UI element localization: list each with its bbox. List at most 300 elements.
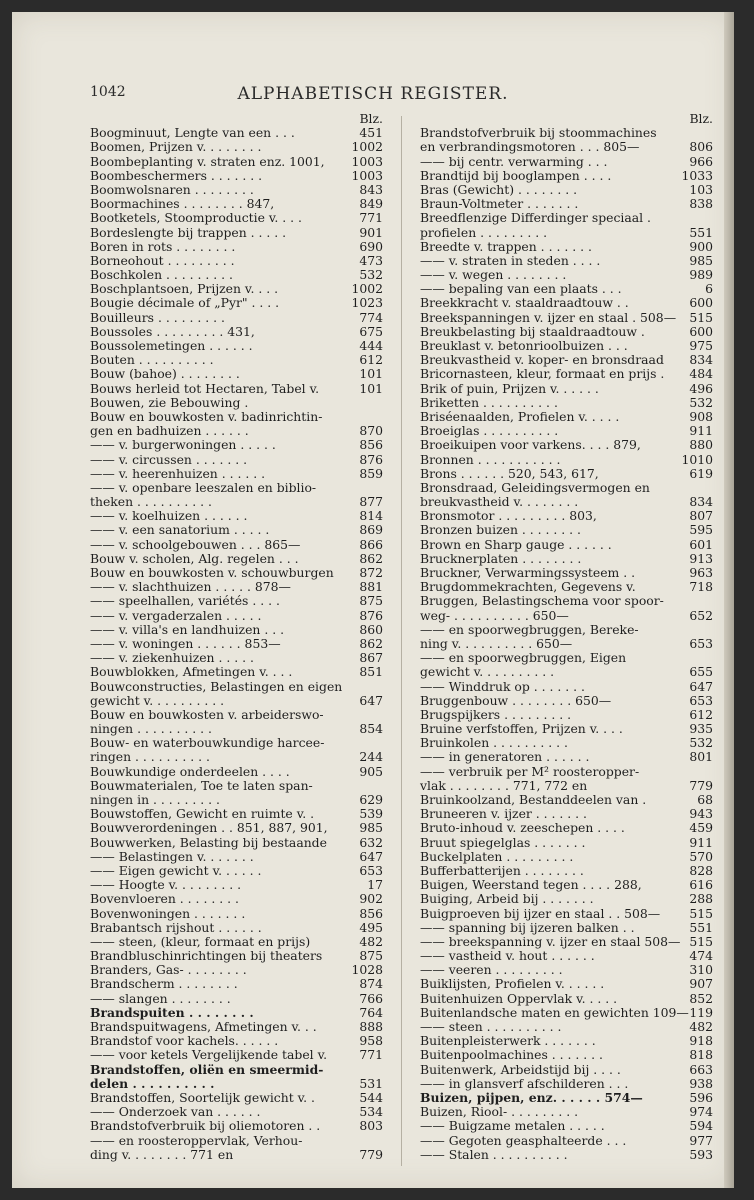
entry-text: Bouten . . . . . . . . . . [90, 352, 214, 368]
entry-text: Briséenaalden, Profielen v. . . . . [420, 408, 620, 424]
entry-page: 495 [359, 919, 383, 935]
entry-page: 593 [689, 1146, 713, 1162]
index-entry [90, 1091, 383, 1105]
index-entry [90, 509, 383, 523]
entry-page: 551 [689, 919, 713, 935]
index-entry [90, 1063, 383, 1077]
entry-page: 444 [359, 338, 383, 353]
index-entry [420, 240, 713, 254]
entry-page: 966 [689, 153, 713, 169]
entry-page: 532 [689, 735, 713, 751]
entry-text: Bordeslengte bij trappen . . . . . [90, 224, 287, 240]
entry-page: 600 [689, 295, 713, 311]
entry-page: 68 [697, 792, 713, 807]
entry-page: 876 [359, 451, 383, 467]
page-header [12, 84, 734, 106]
entry-text: —— speelhallen, variétés . . . . [90, 593, 280, 609]
index-entry [420, 637, 713, 651]
entry-page: 544 [359, 1089, 383, 1105]
entry-text: Bouw en bouwkosten v. arbeiderswo- [90, 706, 324, 722]
index-entry [90, 878, 383, 892]
index-entry [90, 935, 383, 949]
entry-text: Boombeplanting v. straten enz. 1001, [90, 153, 325, 169]
left-column [90, 112, 383, 1162]
entry-text: —— v. villa's en landhuizen . . . [90, 621, 285, 637]
index-entry [90, 580, 383, 594]
index-entry [90, 538, 383, 552]
index-entry [420, 963, 713, 977]
entry-page: 629 [359, 792, 383, 807]
index-entry [90, 282, 383, 296]
index-entry [420, 1148, 713, 1162]
entry-page: 860 [359, 621, 383, 637]
index-entry [420, 992, 713, 1006]
entry-page: 1002 [351, 139, 383, 155]
entry-page: 779 [359, 1146, 383, 1162]
index-entry [420, 807, 713, 821]
entry-text: Boormachines . . . . . . . . 847, [90, 196, 275, 212]
entry-page: 977 [689, 1132, 713, 1148]
entry-text: gewicht v. . . . . . . . . . [420, 664, 555, 680]
entry-page: 600 [689, 323, 713, 339]
entry-page: 515 [689, 309, 713, 325]
entry-text: Bronsdraad, Geleidingsvermogen en [420, 479, 650, 495]
index-entry [420, 523, 713, 537]
index-entry [90, 126, 383, 140]
entry-text: —— steen . . . . . . . . . . [420, 1019, 562, 1034]
entry-text: Bruggen, Belastingschema voor spoor- [420, 593, 664, 609]
entry-page: 872 [359, 565, 383, 580]
index-entry [90, 708, 383, 722]
entry-page: 963 [689, 565, 713, 580]
entry-text: Brandstofverbruik bij stoommachines [420, 125, 657, 141]
index-entry [420, 750, 713, 764]
entry-text: —— v. burgerwoningen . . . . . [90, 437, 276, 453]
entry-text: en verbrandingsmotoren . . . 805— [420, 139, 640, 155]
index-entry [90, 311, 383, 325]
entry-text: Boschkolen . . . . . . . . . [90, 267, 233, 283]
entry-page: 989 [689, 267, 713, 283]
entry-page: 653 [689, 635, 713, 651]
entry-text: Breuklast v. betonrioolbuizen . . . [420, 338, 628, 353]
blz-label: Blz. [689, 111, 713, 126]
entry-text: Buitenpoolmachines . . . . . . . [420, 1047, 603, 1063]
index-entry [90, 339, 383, 353]
entry-text: —— Eigen gewicht v. . . . . . [90, 862, 262, 878]
entry-text: Bruckner, Verwarmingssysteem . . [420, 565, 636, 580]
entry-text: Bruinkoolzand, Bestanddeelen van . [420, 792, 647, 807]
entry-page: 647 [689, 678, 713, 694]
entry-text: Brons . . . . . . 520, 543, 617, [420, 465, 599, 481]
index-entry [90, 1134, 383, 1148]
index-entry [420, 736, 713, 750]
entry-text: Buiklijsten, Profielen v. . . . . . [420, 976, 605, 992]
index-entry [90, 240, 383, 254]
entry-text: Bruggenbouw . . . . . . . . 650— [420, 692, 612, 708]
entry-text: —— v. heerenhuizen . . . . . . [90, 465, 266, 481]
entry-text: Brugdommekrachten, Gegevens v. [420, 579, 636, 595]
entry-page: 288 [689, 891, 713, 907]
entry-text: Buiging, Arbeid bij . . . . . . . [420, 891, 594, 907]
entry-page: 888 [359, 1019, 383, 1034]
index-entry [420, 850, 713, 864]
index-entry [90, 765, 383, 779]
entry-text: —— vastheid v. hout . . . . . . [420, 948, 595, 964]
index-entry [420, 367, 713, 381]
entry-page: 814 [359, 508, 383, 524]
entry-page: 851 [359, 664, 383, 680]
index-entry [90, 552, 383, 566]
entry-page: 619 [689, 465, 713, 481]
entry-page: 459 [689, 820, 713, 836]
entry-page: 718 [689, 579, 713, 595]
index-entry [90, 651, 383, 665]
index-entry [90, 410, 383, 424]
entry-text: Bouwkundige onderdeelen . . . . [90, 763, 290, 779]
index-entry [90, 1105, 383, 1119]
entry-text: Boren in rots . . . . . . . . [90, 238, 236, 254]
entry-text: weg- . . . . . . . . . . 650— [420, 607, 569, 623]
entry-page: 601 [689, 536, 713, 552]
entry-text: Bouwstoffen, Gewicht en ruimte v. . [90, 806, 315, 822]
entry-page: 515 [689, 933, 713, 949]
index-entry [90, 992, 383, 1006]
entry-text: Bruine verfstoffen, Prijzen v. . . . [420, 721, 623, 737]
index-entry [420, 623, 713, 637]
entry-text: vlak . . . . . . . . 771, 772 en [420, 777, 588, 793]
index-entry [90, 211, 383, 225]
entry-text: Bouwwerken, Belasting bij bestaande [90, 834, 327, 850]
right-column [420, 112, 713, 1162]
blz-label: Blz. [359, 111, 383, 126]
index-entry [420, 254, 713, 268]
index-entry [420, 1034, 713, 1048]
index-entry [420, 892, 713, 906]
entry-text: Buitenpleisterwerk . . . . . . . [420, 1033, 596, 1049]
entry-text: Bootketels, Stoomproductie v. . . . [90, 210, 302, 226]
index-entry [420, 1119, 713, 1133]
page-spine [724, 12, 734, 1188]
entry-text: Brandstoffen, oliën en smeermid- [90, 1061, 324, 1077]
entry-page: 908 [689, 408, 713, 424]
column-divider [401, 116, 402, 1166]
entry-text: Buitenwerk, Arbeidstijd bij . . . . [420, 1061, 621, 1077]
index-entry [90, 140, 383, 154]
entry-text: Brandbluschinrichtingen bij theaters [90, 948, 323, 964]
index-entry [420, 1020, 713, 1034]
index-entry [90, 183, 383, 197]
index-entry [420, 197, 713, 211]
page-number: 1042 [90, 84, 126, 100]
entry-page: 905 [359, 763, 383, 779]
index-entry [90, 1077, 383, 1091]
index-entry [420, 864, 713, 878]
entry-text: —— bij centr. verwarming . . . [420, 153, 608, 169]
entry-page: 874 [359, 976, 383, 992]
entry-text: delen . . . . . . . . . . [90, 1075, 215, 1091]
index-entry [90, 155, 383, 169]
entry-page: 482 [359, 933, 383, 949]
entry-text: —— Hoogte v. . . . . . . . . [90, 877, 242, 893]
entry-text: Bougie décimale of „Pyr" . . . . [90, 295, 280, 311]
entry-text: Buizen, Riool- . . . . . . . . . [420, 1104, 579, 1120]
index-entry [90, 977, 383, 991]
entry-text: ningen . . . . . . . . . . [90, 721, 212, 737]
entry-text: —— v. een sanatorium . . . . . [90, 522, 270, 538]
entry-page: 532 [359, 267, 383, 283]
entry-text: Buitenlandsche maten en gewichten 109— [420, 1004, 689, 1020]
entry-page: 1033 [681, 167, 713, 183]
index-entry [90, 453, 383, 467]
entry-page: 647 [359, 692, 383, 708]
index-entry [90, 807, 383, 821]
index-entry [90, 1119, 383, 1133]
index-entry [420, 1006, 713, 1020]
index-entry [420, 921, 713, 935]
entry-page: 911 [689, 423, 713, 439]
index-entry [420, 1091, 713, 1105]
page-title: ALPHABETISCH REGISTER. [237, 84, 509, 104]
entry-page: 652 [689, 607, 713, 623]
blz-heading-left [90, 112, 383, 126]
entry-text: ding v. . . . . . . . 771 en [90, 1146, 234, 1162]
entry-page: 828 [689, 862, 713, 878]
index-entry [90, 793, 383, 807]
entry-page: 806 [689, 139, 713, 155]
entry-text: Boomen, Prijzen v. . . . . . . . [90, 139, 262, 155]
entry-page: 862 [359, 550, 383, 566]
entry-text: Boussoles . . . . . . . . . 431, [90, 323, 255, 339]
index-entry [420, 495, 713, 509]
entry-text: Brucknerplaten . . . . . . . . [420, 550, 582, 566]
entry-text: Bouw- en waterbouwkundige harcee- [90, 735, 325, 751]
entry-page: 900 [689, 238, 713, 254]
entry-page: 647 [359, 848, 383, 864]
entry-page: 877 [359, 494, 383, 510]
entry-page: 875 [359, 948, 383, 964]
entry-page: 807 [689, 508, 713, 524]
index-entry [90, 722, 383, 736]
entry-text: Breekkracht v. staaldraadtouw . . [420, 295, 629, 311]
entry-text: Bouws herleid tot Hectaren, Tabel v. [90, 380, 320, 396]
index-entry [420, 594, 713, 608]
entry-page: 103 [689, 181, 713, 197]
entry-text: ningen in . . . . . . . . . [90, 792, 220, 807]
entry-text: —— in generatoren . . . . . . [420, 749, 590, 765]
index-entry [420, 325, 713, 339]
index-entry [420, 1048, 713, 1062]
entry-text: Buckelplaten . . . . . . . . . [420, 848, 574, 864]
entry-page: 534 [359, 1104, 383, 1120]
entry-text: —— slangen . . . . . . . . [90, 990, 231, 1006]
entry-text: Breedflenzige Differdinger speciaal . [420, 210, 651, 226]
index-entry [90, 1034, 383, 1048]
entry-page: 852 [689, 990, 713, 1006]
entry-text: —— Stalen . . . . . . . . . . [420, 1146, 568, 1162]
entry-text: Bovenwoningen . . . . . . . [90, 905, 246, 921]
entry-text: —— en spoorwegbruggen, Bereke- [420, 621, 639, 637]
entry-text: —— v. wegen . . . . . . . . [420, 267, 567, 283]
index-entry [90, 169, 383, 183]
entry-text: Bouwmaterialen, Toe te laten span- [90, 777, 313, 793]
index-entry [420, 878, 713, 892]
entry-text: Brandtijd bij booglampen . . . . [420, 167, 612, 183]
index-entry [90, 367, 383, 381]
index-entry [420, 665, 713, 679]
entry-page: 663 [689, 1061, 713, 1077]
entry-page: 876 [359, 607, 383, 623]
entry-text: Bouwconstructies, Belastingen en eigen [90, 678, 343, 694]
entry-text: —— in glansverf afschilderen . . . [420, 1075, 629, 1091]
index-entry [420, 311, 713, 325]
entry-text: —— v. ziekenhuizen . . . . . [90, 650, 254, 666]
entry-page: 943 [689, 806, 713, 822]
entry-page: 880 [689, 437, 713, 453]
index-entry [90, 736, 383, 750]
index-entry [420, 481, 713, 495]
entry-page: 771 [359, 210, 383, 226]
entry-page: 632 [359, 834, 383, 850]
entry-text: ringen . . . . . . . . . . [90, 749, 210, 765]
entry-page: 862 [359, 635, 383, 651]
index-entry [90, 353, 383, 367]
entry-text: Brabantsch rijshout . . . . . . [90, 919, 262, 935]
entry-text: Bronnen . . . . . . . . . . . [420, 451, 561, 467]
index-entry [90, 836, 383, 850]
entry-text: Bruneeren v. ijzer . . . . . . . [420, 806, 587, 822]
entry-text: Bouilleurs . . . . . . . . . [90, 309, 225, 325]
entry-text: Brandstofverbruik bij oliemotoren . . [90, 1118, 321, 1134]
entry-page: 911 [689, 834, 713, 850]
entry-text: Bouwen, zie Bebouwing . [90, 394, 249, 410]
entry-page: 655 [689, 664, 713, 680]
entry-page: 570 [689, 848, 713, 864]
entry-page: 101 [359, 366, 383, 382]
entry-page: 875 [359, 593, 383, 609]
entry-text: —— v. koelhuizen . . . . . . [90, 508, 248, 524]
entry-page: 818 [689, 1047, 713, 1063]
entry-page: 764 [359, 1004, 383, 1020]
entry-text: Breukvastheid v. koper- en bronsdraad [420, 352, 664, 368]
entry-page: 771 [359, 1047, 383, 1063]
entry-text: profielen . . . . . . . . . [420, 224, 548, 240]
index-entry [420, 680, 713, 694]
entry-page: 1028 [351, 962, 383, 978]
entry-text: —— Belastingen v. . . . . . . [90, 848, 254, 864]
entry-page: 6 [705, 281, 713, 297]
entry-text: Bouwverordeningen . . 851, 887, 901, [90, 820, 328, 836]
index-entry [420, 708, 713, 722]
index-entry [90, 481, 383, 495]
index-entry [90, 949, 383, 963]
entry-page: 856 [359, 437, 383, 453]
index-entry [90, 921, 383, 935]
entry-text: —— v. slachthuizen . . . . . 878— [90, 579, 291, 595]
entry-page: 918 [689, 1033, 713, 1049]
entry-page: 594 [689, 1118, 713, 1134]
entry-page: 119 [689, 1004, 713, 1020]
entry-page: 849 [359, 196, 383, 212]
index-entry [90, 892, 383, 906]
entry-page: 902 [359, 891, 383, 907]
entry-page: 653 [359, 862, 383, 878]
entry-page: 595 [689, 522, 713, 538]
entry-page: 1023 [351, 295, 383, 311]
entry-page: 834 [689, 494, 713, 510]
index-entry [90, 680, 383, 694]
index-entry [90, 594, 383, 608]
index-entry [420, 977, 713, 991]
entry-page: 907 [689, 976, 713, 992]
index-entry [420, 438, 713, 452]
index-entry [420, 836, 713, 850]
entry-text: —— Buigzame metalen . . . . . [420, 1118, 605, 1134]
entry-text: Brandstof voor kachels. . . . . . [90, 1033, 279, 1049]
index-entry [90, 1148, 383, 1162]
entry-page: 859 [359, 465, 383, 481]
index-entry [420, 722, 713, 736]
index-entry [420, 609, 713, 623]
entry-page: 496 [689, 380, 713, 396]
entry-text: Bruut spiegelglas . . . . . . . [420, 834, 586, 850]
index-entry [90, 495, 383, 509]
entry-text: Brandscherm . . . . . . . . [90, 976, 238, 992]
entry-page: 515 [689, 905, 713, 921]
entry-page: 975 [689, 338, 713, 353]
index-entry [90, 424, 383, 438]
entry-text: Bouw en bouwkosten v. badinrichtin- [90, 408, 323, 424]
index-entry [420, 1063, 713, 1077]
index-entry [90, 623, 383, 637]
entry-text: gewicht v. . . . . . . . . . [90, 692, 225, 708]
index-entry [90, 694, 383, 708]
entry-page: 867 [359, 650, 383, 666]
entry-text: Bouw v. scholen, Alg. regelen . . . [90, 550, 299, 566]
index-entry [90, 609, 383, 623]
entry-text: Broeiglas . . . . . . . . . . [420, 423, 559, 439]
index-entry [90, 254, 383, 268]
index-entry [90, 963, 383, 977]
entry-text: Bras (Gewicht) . . . . . . . . [420, 181, 578, 197]
entry-page: 1003 [351, 153, 383, 169]
entry-page: 935 [689, 721, 713, 737]
entry-text: ning v. . . . . . . . . . 650— [420, 635, 573, 651]
index-entry [90, 750, 383, 764]
index-entry [420, 793, 713, 807]
entry-text: —— v. schoolgebouwen . . . 865— [90, 536, 301, 552]
index-entry [420, 1134, 713, 1148]
entry-text: Bricornasteen, kleur, formaat en prijs . [420, 366, 665, 382]
entry-page: 531 [359, 1075, 383, 1091]
entry-text: Boschplantsoen, Prijzen v. . . . [90, 281, 279, 297]
entry-page: 612 [689, 706, 713, 722]
entry-text: theken . . . . . . . . . . [90, 494, 212, 510]
entry-text: —— v. woningen . . . . . . 853— [90, 635, 281, 651]
entry-text: —— v. vergaderzalen . . . . . [90, 607, 262, 623]
index-entry [90, 821, 383, 835]
entry-page: 843 [359, 181, 383, 197]
entry-text: Borneohout . . . . . . . . . [90, 252, 235, 268]
entry-page: 612 [359, 352, 383, 368]
entry-text: —— en roosteroppervlak, Verhou- [90, 1132, 303, 1148]
index-entry [420, 566, 713, 580]
entry-page: 803 [359, 1118, 383, 1134]
entry-text: Bronzen buizen . . . . . . . . [420, 522, 581, 538]
entry-page: 675 [359, 323, 383, 339]
entry-page: 834 [689, 352, 713, 368]
index-entry [420, 552, 713, 566]
index-entry [420, 155, 713, 169]
